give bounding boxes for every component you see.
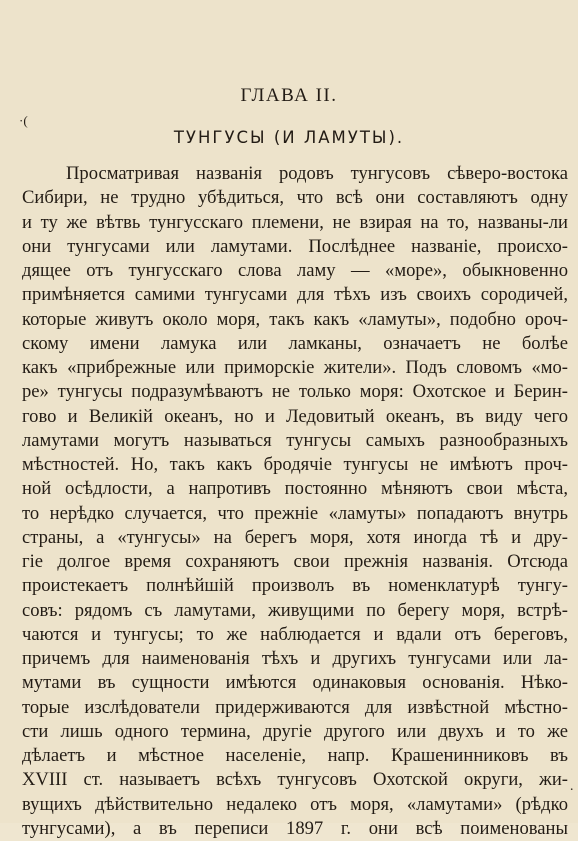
text-line: XVIII ст. называетъ всѣхъ тунгусовъ Охотской округи, жи- [22,769,568,791]
text-line: сти лишь одного термина, другіе другого или двухъ и то же [22,720,568,742]
section-heading: ТУНГУСЫ (И ЛАМУТЫ). [173,128,405,147]
text-line: гово и Великій океанъ, но и Ледовитый океанъ, въ виду чего [22,405,568,427]
text-line: которые живутъ около моря, такъ какъ «ламуты», подобно ороч- [22,308,568,330]
side-mark: · [569,783,574,798]
text-line: дящее отъ тунгусскаго слова ламу — «море», обыкновенно [22,260,568,281]
text-line: какъ «прибрежные или приморскіе жители». Подъ словомъ «мо- [22,357,568,378]
text-line: примѣняется самими тунгусами для тѣхъ изъ своихъ сородичей, [22,284,568,306]
text-line: Сибири, не трудно убѣдиться, что всѣ они составляютъ одну [22,187,568,209]
body-text [22,162,568,841]
text-line: Просматривая названія родовъ тунгусовъ сѣверо-востока [66,163,568,184]
text-line: тунгусами), а въ переписи 1897 г. они всѣ поименованы [22,817,568,839]
text-line: дѣлаетъ и мѣстное населеніе, напр. Крашенинниковъ въ [22,745,568,766]
text-line: вущихъ дѣйствительно недалеко отъ моря, «ламутами» (рѣдко [22,793,568,815]
text-line: они тунгусами или ламутами. Послѣднее названіе, происхо- [22,235,568,257]
text-line: ре» тунгусы подразумѣваютъ не только моря: Охотское и Берин- [22,381,568,403]
text-line: совъ: рядомъ съ ламутами, живущими по берегу моря, встрѣ- [22,599,568,621]
text-line: ной осѣдлости, а напротивъ постоянно мѣняютъ свои мѣста, [22,478,568,500]
text-line: гіе долгое время сохраняютъ свои прежнія названія. Отсюда [22,551,568,572]
text-line: ламутами могутъ называться тунгусы самыхъ разнообразныхъ [22,429,568,451]
text-line: чаются и тунгусы; то же наблюдается и вдали отъ береговъ, [22,623,568,645]
text-line: мѣстностей. Но, такъ какъ бродячіе тунгусы не имѣютъ проч- [22,454,568,475]
text-line: причемъ для наименованія тѣхъ и другихъ тунгусами или ла- [22,648,568,669]
text-line: проистекаетъ полнѣйшій произволъ въ номенклатурѣ тунгу- [22,575,568,597]
text-line: страны, а «тунгусы» на берегъ моря, хотя иногда тѣ и дру- [22,526,568,548]
text-line: и ту же вѣтвь тунгусскаго племени, не взирая на то, названы-ли [22,211,568,233]
text-line: то нерѣдко случается, что прежніе «ламуты» попадаютъ внутрь [22,502,568,524]
text-line: мутами въ сущности имѣются одинаковыя основанія. Нѣко- [22,672,568,694]
text-line: скому имени ламука или ламканы, означаетъ не болѣе [22,332,568,354]
text-line: торые изслѣдователи придерживаются для извѣстной мѣстно- [22,696,568,718]
chapter-title: ГЛАВА II. [240,85,338,106]
margin-mark: ·( [19,113,28,128]
